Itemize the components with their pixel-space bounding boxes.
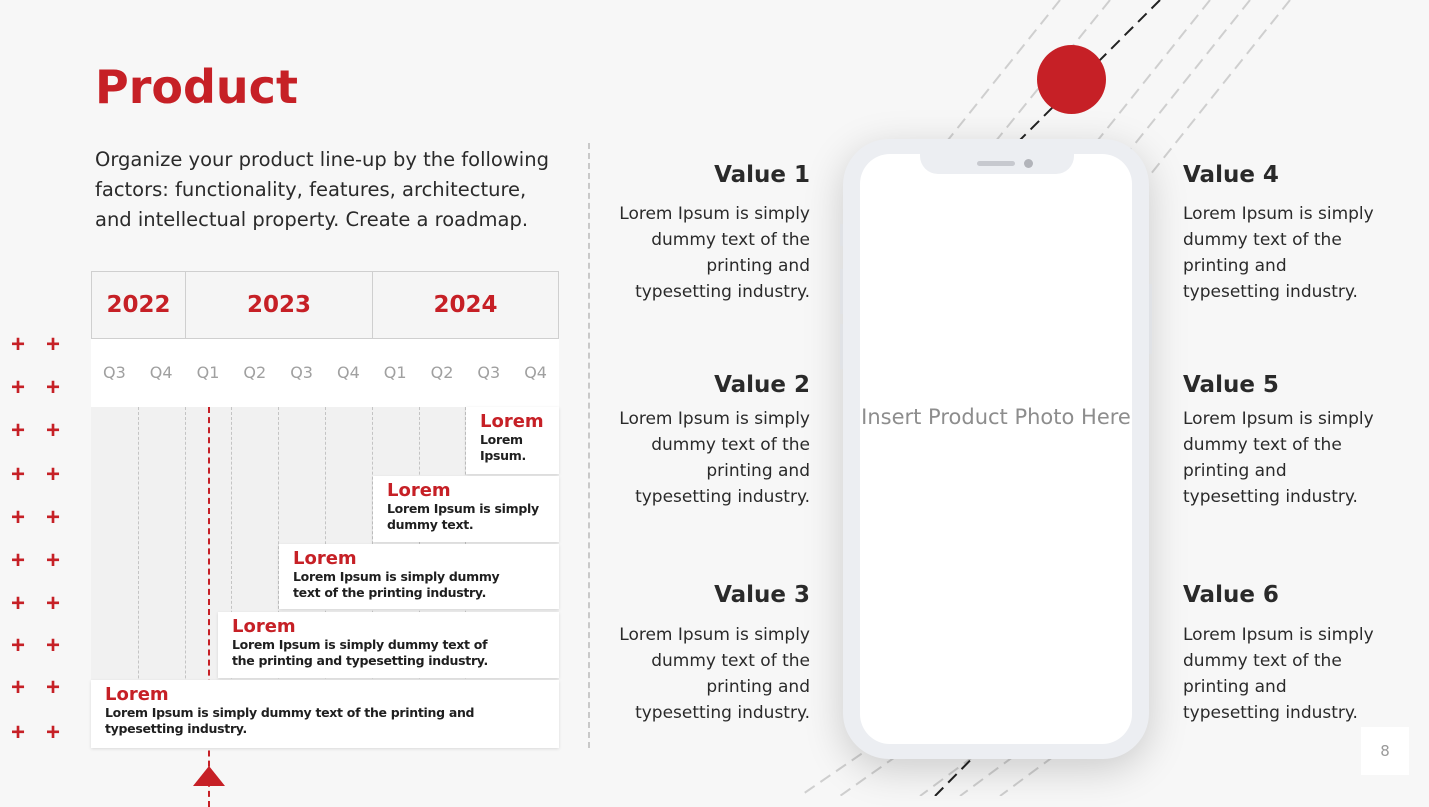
value-block xyxy=(1183,582,1383,726)
plus-icon: + xyxy=(45,632,60,659)
phone-camera-icon xyxy=(1024,159,1033,168)
plus-icon: + xyxy=(10,461,25,488)
value-title: Value 5 xyxy=(1183,372,1279,398)
value-block xyxy=(610,162,810,305)
year-cell: 2022 xyxy=(106,292,171,318)
plus-icon: + xyxy=(10,504,25,531)
roadmap-bar xyxy=(218,612,559,678)
plus-icon: + xyxy=(45,547,60,574)
plus-icon: + xyxy=(45,461,60,488)
plus-icon: + xyxy=(10,719,25,746)
plus-icon: + xyxy=(10,547,25,574)
plus-icon: + xyxy=(10,674,25,701)
today-marker-triangle-icon xyxy=(193,766,225,786)
roadmap-bar xyxy=(279,544,559,609)
value-title: Value 3 xyxy=(714,582,810,608)
phone-mockup xyxy=(843,139,1149,759)
value-title: Value 4 xyxy=(1183,162,1279,188)
value-title: Value 1 xyxy=(714,162,810,188)
plus-icon: + xyxy=(10,417,25,444)
value-block xyxy=(610,582,810,726)
year-header-row xyxy=(91,271,559,339)
roadmap-bar-text: Lorem Ipsum. xyxy=(480,432,526,463)
value-body: Lorem Ipsum is simply dummy text of the printing and typesetting industry. xyxy=(619,204,810,302)
value-block xyxy=(1183,162,1383,305)
value-block xyxy=(610,372,810,510)
year-cell: 2024 xyxy=(372,272,558,338)
roadmap-bar-text: Lorem Ipsum is simply dummy text of the printing and typesetting industry. xyxy=(232,637,488,668)
phone-side-button xyxy=(840,224,843,246)
roadmap-bar xyxy=(466,407,559,474)
phone-side-button xyxy=(840,269,843,314)
year-cell: 2023 xyxy=(185,272,372,338)
quarter-cell: Q4 xyxy=(524,363,547,382)
roadmap-bar-text: Lorem Ipsum is simply dummy text. xyxy=(387,501,539,532)
plus-icon: + xyxy=(10,590,25,617)
roadmap-bar xyxy=(373,476,559,542)
roadmap-bar xyxy=(91,680,559,748)
quarter-cell: Q4 xyxy=(149,363,173,382)
quarter-cell: Q3 xyxy=(103,363,126,382)
quarter-header-row xyxy=(91,339,559,407)
value-block xyxy=(1183,372,1383,510)
roadmap-bar-text: Lorem Ipsum is simply dummy text of the printing and typesetting industry. xyxy=(105,705,475,736)
quarter-cell: Q2 xyxy=(243,363,267,382)
roadmap-bar-title: Lorem xyxy=(480,411,544,432)
plus-icon: + xyxy=(45,331,60,358)
intro-text: Organize your product line-up by the following factors: functionality, features, architecture, and intellectual property. Create a roadmap. xyxy=(95,148,549,231)
value-body: Lorem Ipsum is simply dummy text of the printing and typesetting industry. xyxy=(619,625,810,723)
roadmap-bar-text: Lorem Ipsum is simply dummy text of the printing industry. xyxy=(293,569,500,600)
quarter-cell: Q2 xyxy=(430,363,454,382)
plus-icon: + xyxy=(10,331,25,358)
red-circle-decoration xyxy=(1037,45,1106,114)
roadmap-bar-title: Lorem xyxy=(387,480,451,501)
value-title: Value 2 xyxy=(714,372,810,398)
page-number: 8 xyxy=(1361,727,1409,775)
quarter-cell: Q3 xyxy=(477,363,501,382)
phone-notch xyxy=(920,139,1074,174)
quarter-cell: Q1 xyxy=(196,363,220,382)
plus-icon: + xyxy=(10,374,25,401)
quarter-cell: Q4 xyxy=(337,363,360,382)
phone-speaker xyxy=(977,161,1015,166)
phone-screen xyxy=(860,154,1132,744)
page-title: Product xyxy=(95,60,298,114)
plus-icon: + xyxy=(45,719,60,746)
vertical-separator xyxy=(588,143,590,748)
plus-icon: + xyxy=(45,674,60,701)
plus-icon: + xyxy=(45,374,60,401)
value-body: Lorem Ipsum is simply dummy text of the printing and typesetting industry. xyxy=(1183,625,1374,723)
value-body: Lorem Ipsum is simply dummy text of the printing and typesetting industry. xyxy=(1183,409,1374,507)
phone-side-button xyxy=(840,324,843,369)
value-body: Lorem Ipsum is simply dummy text of the printing and typesetting industry. xyxy=(1183,204,1374,302)
roadmap-bar-title: Lorem xyxy=(105,684,169,705)
product-photo-placeholder[interactable]: Insert Product Photo Here xyxy=(861,405,1131,429)
quarter-cell: Q3 xyxy=(290,363,313,382)
value-body: Lorem Ipsum is simply dummy text of the printing and typesetting industry. xyxy=(619,409,810,507)
roadmap-bar-title: Lorem xyxy=(232,616,296,637)
value-title: Value 6 xyxy=(1183,582,1279,608)
phone-side-button xyxy=(1149,284,1152,354)
plus-icon: + xyxy=(45,590,60,617)
plus-icon: + xyxy=(45,417,60,444)
plus-icon: + xyxy=(45,504,60,531)
quarter-cell: Q1 xyxy=(383,363,407,382)
plus-icon: + xyxy=(10,632,25,659)
roadmap-bar-title: Lorem xyxy=(293,548,357,569)
roadmap-table xyxy=(91,271,559,748)
